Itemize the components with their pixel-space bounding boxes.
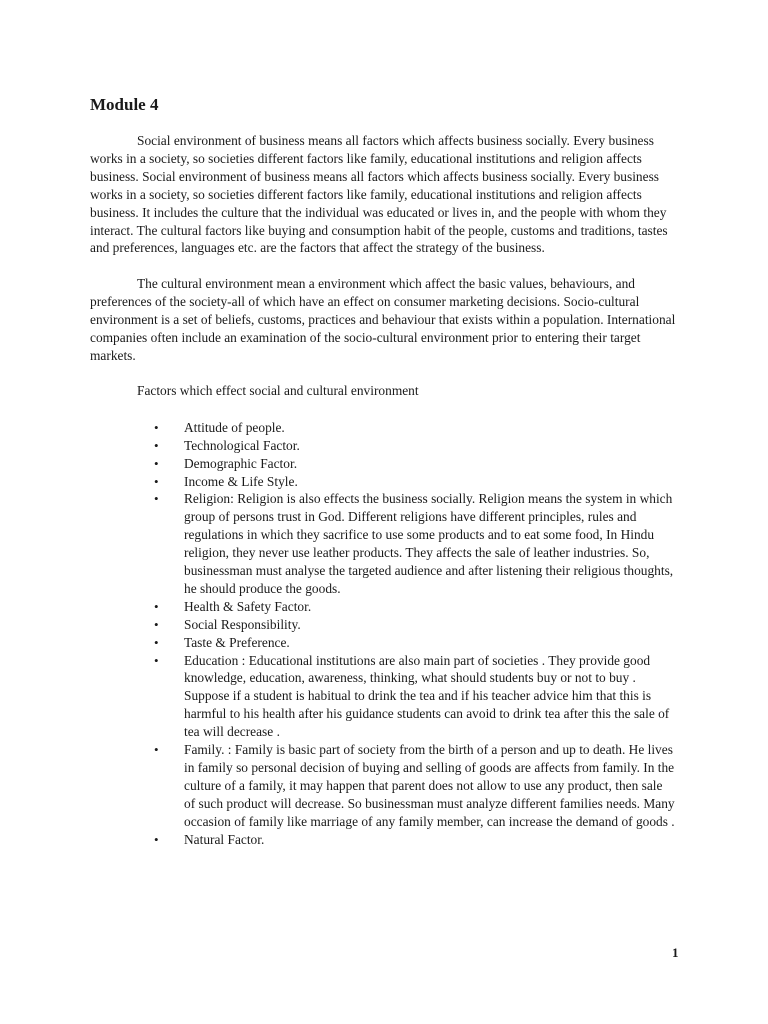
paragraph-social-environment: Social environment of business means all factors which affects business socially. Every business works in a society, so societies different factors like family, educational institutions and religion affects business. Social environment of business means all factors which affects business socially. Every business works in a society, so societies different factors like family, educational institutions and religion affects business. It includes the culture that the individual was educated or lives in, and the people with whom they interact. The cultural factors like buying and consumption habit of the people, customs and traditions, tastes and preferences, languages etc. are the factors that affect the strategy of the business. [90, 133, 668, 256]
list-item: • Demographic Factor. [90, 455, 676, 473]
list-item: • Income & Life Style. [90, 473, 676, 491]
list-item: • Natural Factor. [90, 831, 676, 849]
list-item: • Social Responsibility. [90, 616, 676, 634]
list-item: • Technological Factor. [90, 437, 676, 455]
list-item: • Health & Safety Factor. [90, 598, 676, 616]
page-title: Module 4 [90, 95, 159, 114]
document-body [90, 132, 676, 849]
list-item: • Attitude of people. [90, 419, 676, 437]
factors-list [90, 419, 676, 849]
factors-heading: Factors which effect social and cultural environment [137, 382, 419, 398]
list-item: • Taste & Preference. [90, 634, 676, 652]
list-item: • Education : Educational institutions are also main part of societies . They provide good knowledge, education, awareness, thinking, what should students buy or not to buy . Suppose if a student is habitual to drink the tea and if his teacher advice him that this is harmful to his health after his guidance students can avoid to drink tea after this the sale of tea will decrease . [90, 652, 676, 742]
paragraph-cultural-environment: The cultural environment mean a environment which affect the basic values, behaviours, and preferences of the society-all of which have an effect on consumer marketing decisions. Socio-cultural environment is a set of beliefs, customs, practices and behaviour that exists within a population. International companies often include an examination of the socio-cultural environment prior to entering their target markets. [90, 276, 676, 363]
page-number: 1 [672, 945, 679, 960]
list-item: • Family. : Family is basic part of society from the birth of a person and up to death. He lives in family so personal decision of buying and selling of goods are affects from family. In the culture of a family, it may happen that parent does not allow to use any product, then sale of such product will decrease. So businessman must analyze different families needs. Many occasion of family like marriage of any family member, can increase the demand of goods . [90, 741, 676, 831]
list-item: • Religion: Religion is also effects the business socially. Religion means the system in which group of persons trust in God. Different religions have different principles, rules and regulations in which they sacrifice to use some products and to eat some food, In Hindu religion, they never use leather products. They affects the sale of leather industries. So, businessman must analyse the targeted audience and after listening their religious thoughts, he should produce the goods. [90, 490, 676, 597]
